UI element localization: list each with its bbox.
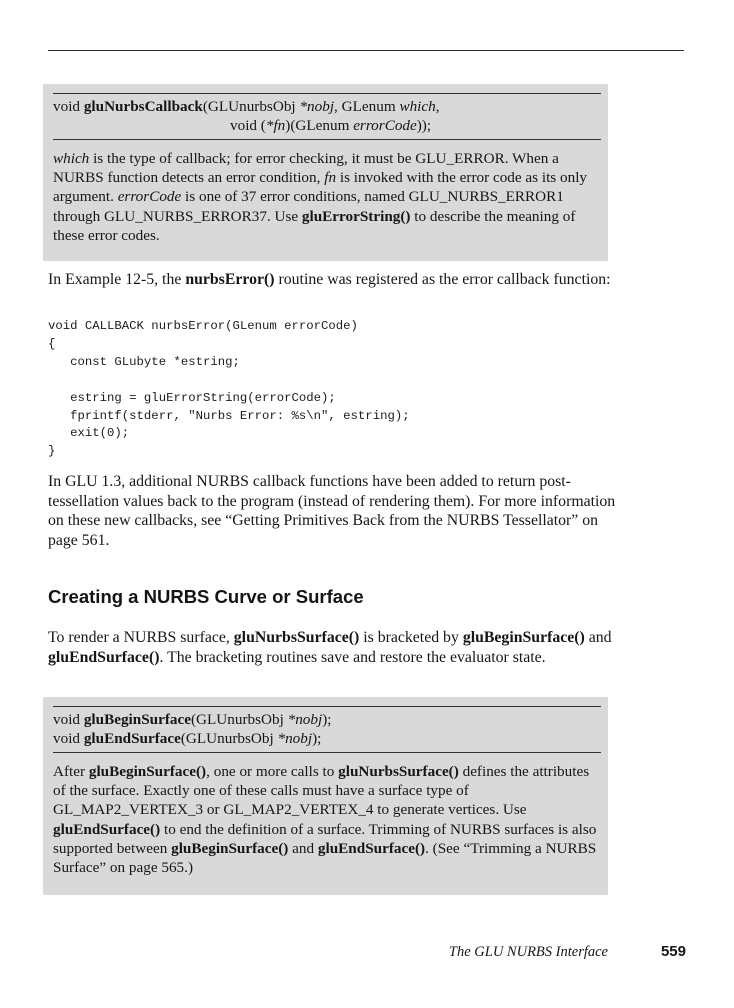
callback-prototype xyxy=(53,93,601,140)
surface-description: After gluBeginSurface(), one or more calls to gluNurbsSurface() defines the attributes of the surface. Exactly one of these calls must have a surface type of GL_MAP2_VERTEX_3 or GL_MAP2_VERTEX_4 to generate vertices. Use gluEndSurface() to end the definition of a surface. Trimming of NURBS surfaces is also supported between gluBeginSurface() and gluEndSurface(). (See “Trimming a NURBS Surface” on page 565.) xyxy=(53,763,597,877)
example-intro-paragraph: In Example 12-5, the nurbsError() routine was registered as the error callback function: xyxy=(48,271,611,288)
prototype-end-surface: void gluEndSurface(GLUnurbsObj *nobj); xyxy=(53,730,322,747)
surface-prototype xyxy=(53,706,601,753)
section-heading: Creating a NURBS Curve or Surface xyxy=(48,586,364,607)
callback-function-box xyxy=(43,84,608,261)
page-number: 559 xyxy=(660,943,686,960)
footer-chapter-title: The GLU NURBS Interface xyxy=(448,944,608,960)
prototype-line-2: void (*fn)(GLenum errorCode)); xyxy=(230,117,432,134)
header-rule xyxy=(48,50,684,51)
prototype-begin-surface: void gluBeginSurface(GLUnurbsObj *nobj); xyxy=(53,711,332,728)
glu-13-paragraph: In GLU 1.3, additional NURBS callback functions have been added to return post-tessellation values back to the program (instead of rendering them). For more information on these new callbacks, see “Getting Primitives Back from the NURBS Tessellator” on page 561. xyxy=(48,473,616,549)
surface-function-box xyxy=(43,697,608,895)
callback-description: which is the type of callback; for error checking, it must be GLU_ERROR. When a NURBS function detects an error condition, fn is invoked with the error code as its only argument. errorCode is one of 37 error conditions, named GLU_NURBS_ERROR1 through GLU_NURBS_ERROR37. Use gluErrorString() to describe the meaning of these error codes. xyxy=(53,150,588,244)
prototype-line-1: void gluNurbsCallback(GLUnurbsObj *nobj, GLenum which, xyxy=(53,98,440,115)
code-listing: void CALLBACK nurbsError(GLenum errorCode) { const GLubyte *estring; estring = gluErrorString(errorCode); fprintf(stderr, "Nurbs Error: %s\n", estring); exit(0); } xyxy=(48,319,410,459)
render-surface-paragraph: To render a NURBS surface, gluNurbsSurface() is bracketed by gluBeginSurface() and gluEndSurface(). The bracketing routines save and restore the evaluator state. xyxy=(48,629,612,666)
